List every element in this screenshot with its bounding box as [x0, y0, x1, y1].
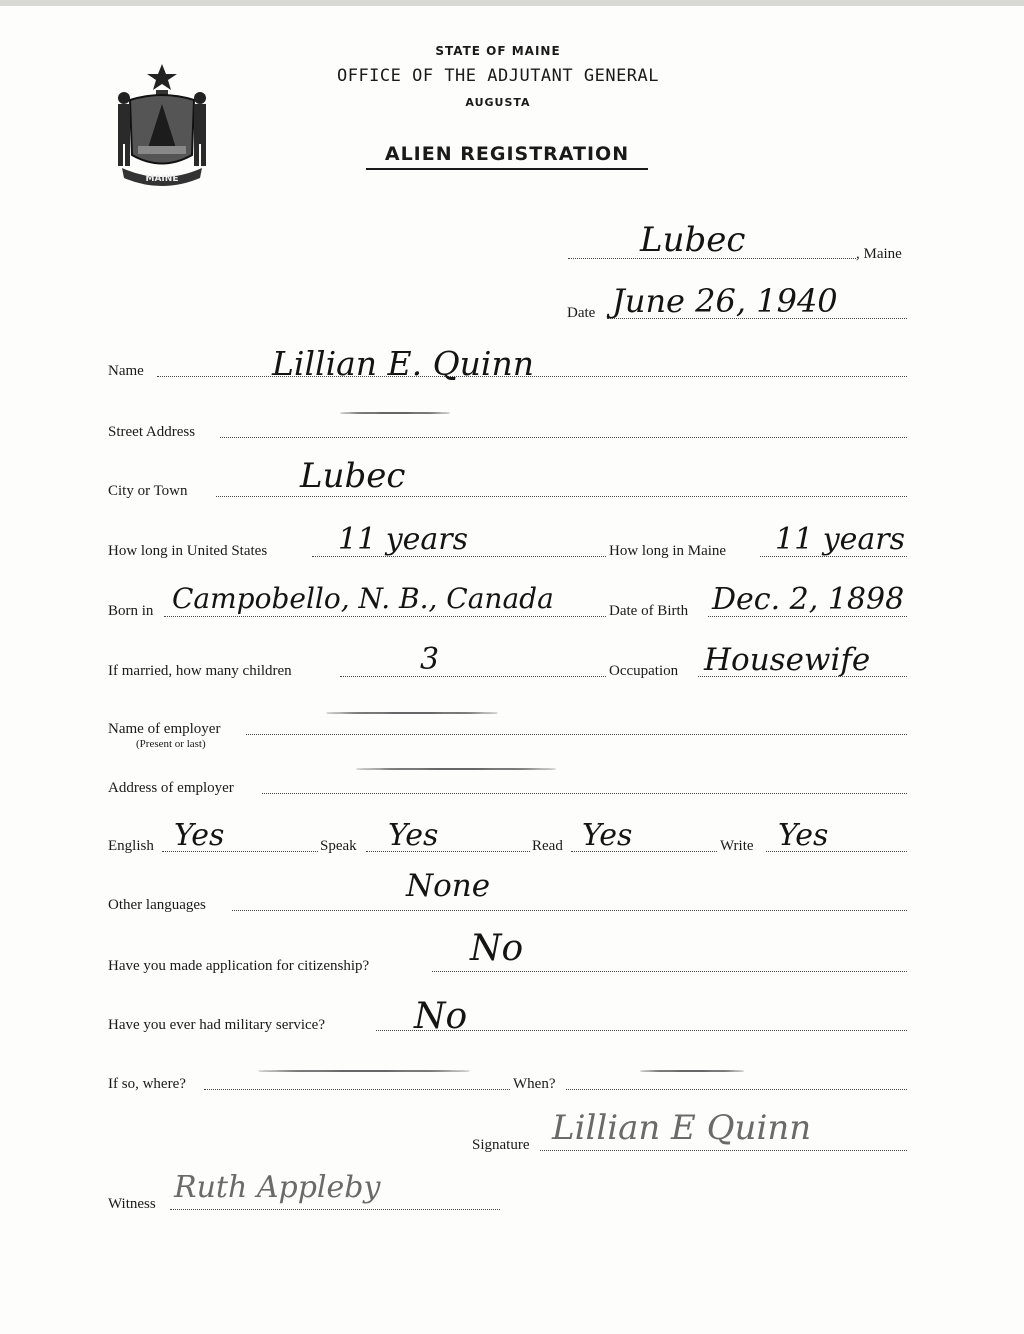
speak-label: Speak: [320, 838, 357, 854]
when-dash: [640, 1070, 744, 1072]
citizenship-value: No: [470, 928, 524, 969]
years-us-label: How long in United States: [108, 543, 268, 559]
other-languages-value: None: [406, 868, 491, 904]
street-address-line: [220, 437, 907, 438]
city-value: Lubec: [300, 456, 406, 496]
employer-name-label: Name of employer: [108, 721, 221, 737]
employer-name-sublabel: (Present or last): [136, 738, 206, 750]
birthplace-value: Campobello, N. B., Canada: [172, 582, 554, 615]
children-label: If married, how many children: [108, 663, 292, 679]
date-label: Date: [567, 305, 596, 321]
street-address-label: Street Address: [108, 424, 196, 440]
other-languages-label: Other languages: [108, 897, 206, 913]
citizenship-label: Have you made application for citizenship?: [108, 958, 370, 974]
signature-value: Lillian E Quinn: [552, 1108, 812, 1148]
street-address-dash: [340, 412, 450, 414]
military-label: Have you ever had military service?: [108, 1017, 325, 1033]
date-value: June 26, 1940: [612, 282, 838, 320]
employer-name-line: [246, 734, 907, 735]
birth-date-label: Date of Birth: [609, 603, 689, 619]
witness-label: Witness: [108, 1196, 156, 1212]
occupation-label: Occupation: [609, 663, 679, 679]
children-line: [340, 676, 606, 677]
name-label: Name: [108, 363, 144, 379]
signature-label: Signature: [472, 1137, 530, 1153]
city-label: City or Town: [108, 483, 188, 499]
when-line: [566, 1089, 907, 1090]
other-languages-line: [232, 910, 907, 911]
english-value: Yes: [174, 818, 225, 853]
employer-address-dash: [356, 768, 556, 770]
years-maine-label: How long in Maine: [609, 543, 727, 559]
citizenship-line: [432, 971, 907, 972]
birthplace-label: Born in: [108, 603, 154, 619]
witness-line: [170, 1209, 500, 1210]
when-label: When?: [513, 1076, 556, 1092]
place-value: Lubec: [640, 220, 746, 260]
city-heading: AUGUSTA: [465, 96, 531, 109]
seal-text: MAINE: [145, 174, 179, 184]
write-value: Yes: [778, 818, 829, 853]
employer-name-dash: [326, 712, 498, 714]
city-line: [216, 496, 907, 497]
employer-address-line: [262, 793, 907, 794]
employer-address-label: Address of employer: [108, 780, 234, 796]
where-line: [204, 1089, 510, 1090]
birth-date-value: Dec. 2, 1898: [712, 582, 905, 617]
where-dash: [258, 1070, 470, 1072]
office-heading: OFFICE OF THE ADJUTANT GENERAL: [336, 66, 660, 86]
read-value: Yes: [582, 818, 633, 853]
speak-value: Yes: [388, 818, 439, 853]
years-us-value: 11 years: [338, 522, 469, 557]
scan-edge: [0, 0, 1024, 6]
children-value: 3: [420, 642, 440, 677]
occupation-value: Housewife: [704, 642, 871, 678]
read-label: Read: [532, 838, 563, 854]
years-maine-value: 11 years: [775, 522, 906, 557]
name-value: Lillian E. Quinn: [272, 344, 534, 383]
place-suffix: , Maine: [856, 246, 902, 262]
where-label: If so, where?: [108, 1076, 186, 1092]
write-label: Write: [720, 838, 754, 854]
signature-line: [540, 1150, 907, 1151]
birthplace-line: [164, 616, 606, 617]
english-label: English: [108, 838, 154, 854]
military-value: No: [414, 996, 468, 1037]
form-title: ALIEN REGISTRATION: [366, 143, 648, 170]
state-heading: STATE OF MAINE: [435, 44, 561, 58]
witness-value: Ruth Appleby: [174, 1170, 381, 1205]
